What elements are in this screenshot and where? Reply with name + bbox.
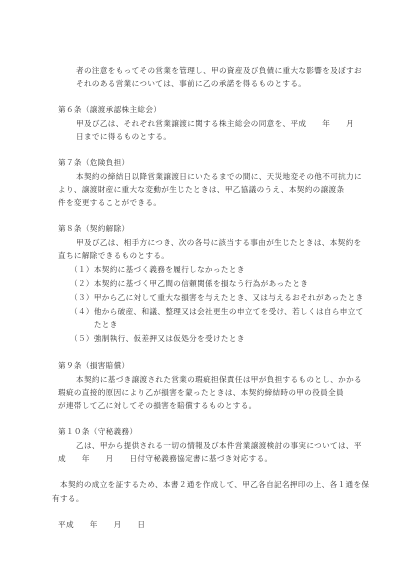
- intro-line-2: それのある営業については、事前に乙の承諾を得るものとする。: [76, 79, 307, 88]
- intro-line-1: 者の注意をもってその営業を管理し、甲の資産及び負債に重大な影響を及ぼすお: [76, 66, 362, 75]
- article-7-heading: 第７条（危険負担）: [58, 158, 130, 167]
- article-6-line-1: 甲及び乙は、それぞれ営業譲渡に関する株主総会の同意を、平成 年 月: [76, 119, 355, 128]
- closing-line-2: 有する。: [52, 494, 84, 503]
- article-8-line-1: 甲及び乙は、相手方につき、次の各号に該当する事由が生じたときは、本契約を: [76, 238, 362, 247]
- article-8-heading: 第８条（契約解除）: [58, 224, 130, 233]
- article-8-line-2: 直ちに解除できるものとする。: [58, 251, 170, 260]
- article-8-item-4: （４）他から破産、和議、整理又は会社更生の申立てを受け、若しくは自ら申立て: [70, 307, 364, 316]
- article-9-line-1: 本契約に基づき譲渡された営業の瑕疵担保責任は甲が負担するものとし、かかる: [76, 375, 362, 384]
- article-7-line-2: より、譲渡財産に重大な変動が生じたときは、甲乙協議のうえ、本契約の譲渡条: [58, 185, 345, 194]
- article-6-heading: 第６条（譲渡承認株主総会）: [58, 105, 162, 114]
- article-10-heading: 第１０条（守秘義務）: [58, 427, 138, 436]
- signing-date: 平成 年 月 日: [58, 520, 146, 529]
- article-8-item-4-continued: たとき: [70, 320, 118, 329]
- article-8-item-3: （３）甲から乙に対して重大な損害を与えたとき、又は与えるおそれがあったとき: [70, 293, 364, 302]
- article-8-item-1: （１）本契約に基づく義務を履行しなかったとき: [70, 265, 245, 274]
- article-9-line-2: 瑕疵の直接的原因により乙が損害を蒙ったときは、本契約締結時の甲の役員全員: [58, 388, 344, 397]
- article-6-line-2: 日までに得るものとする。: [76, 132, 172, 141]
- article-7-line-1: 本契約の締結日以降営業譲渡日にいたるまでの間に、天災地変その他不可抗力に: [76, 172, 362, 181]
- article-10-line-2: 成 年 月 日付守秘義務協定書に基づき対応する。: [58, 454, 273, 463]
- closing-line-1: 本契約の成立を証するため、本書２通を作成して、甲乙各自記名押印の上、各１通を保: [60, 480, 370, 489]
- article-7-line-3: 件を変更することができる。: [58, 198, 162, 207]
- article-9-line-3: が連帯して乙に対してその損害を賠償するものとする。: [58, 401, 257, 410]
- article-10-line-1: 乙は、甲から提供される一切の情報及び本件営業譲渡検討の事実については、平: [76, 441, 362, 450]
- article-8-item-2: （２）本契約に基づく甲乙間の信頼関係を損なう行為があったとき: [70, 279, 309, 288]
- article-9-heading: 第９条（損害賠償）: [58, 361, 130, 370]
- article-8-item-5: （５）強制執行、仮差押又は仮処分を受けたとき: [70, 334, 245, 343]
